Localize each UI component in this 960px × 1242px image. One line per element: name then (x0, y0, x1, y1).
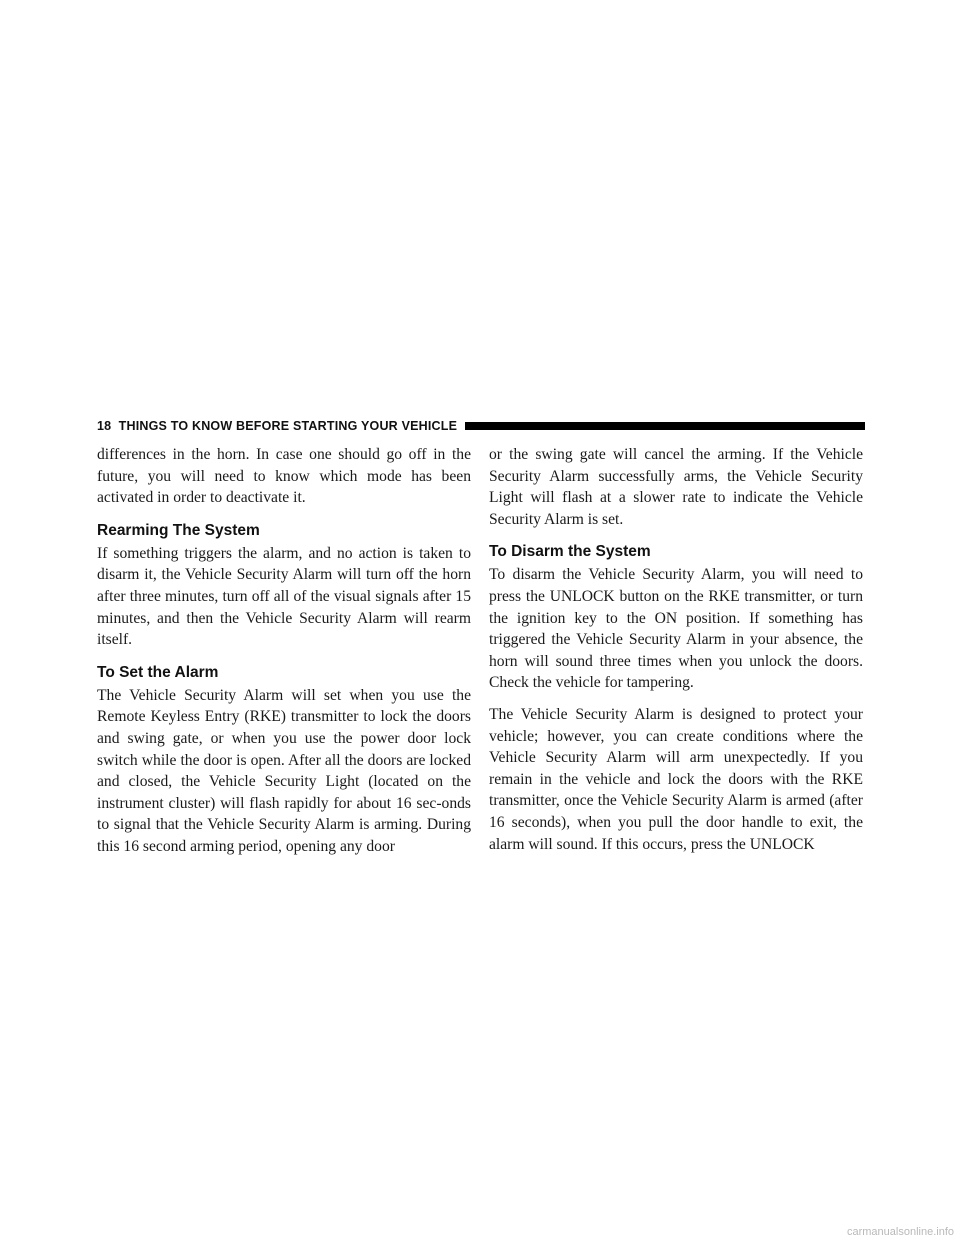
page-header (97, 417, 865, 435)
set-alarm-heading: To Set the Alarm (97, 663, 219, 681)
section-title: THINGS TO KNOW BEFORE STARTING YOUR VEHICLE (118, 419, 458, 433)
header-rule (465, 422, 865, 430)
right-column (489, 444, 863, 865)
left-column (97, 444, 471, 868)
disarm-paragraph: To disarm the Vehicle Security Alarm, you will need to press the UNLOCK button on the RKE transmitter, or turn the ignition key to the ON position. If something has triggered the Vehicle Security Alarm in your absence, the horn will sound three times when you unlock the doors. Check the vehicle for tampering. (489, 566, 863, 692)
design-paragraph: The Vehicle Security Alarm is designed to protect your vehicle; however, you can create conditions where the Vehicle Security Alarm will arm unexpectedly. If you remain in the vehicle and lock the doors with the RKE transmitter, once the Vehicle Security Alarm is armed (after 16 seconds), when you pull the door handle to exit, the alarm will sound. If this occurs, press the UNLOCK (489, 705, 863, 853)
header-text (97, 419, 457, 433)
disarm-heading: To Disarm the System (489, 543, 651, 561)
watermark: carmanualsonline.info (846, 1226, 954, 1238)
intro-paragraph: differences in the horn. In case one should go off in the future, you will need to know which mode has been activated in order to deactivate it. (97, 446, 471, 507)
rearm-heading: Rearming The System (97, 521, 260, 539)
rearm-paragraph: If something triggers the alarm, and no action is taken to disarm it, the Vehicle Security Alarm will turn off the horn after three minutes, turn off all of the visual signals after 15 minutes, and then the Vehicle Security Alarm will rearm itself. (97, 544, 471, 649)
set-alarm-paragraph: The Vehicle Security Alarm will set when you use the Remote Keyless Entry (RKE) transmitter to lock the doors and swing gate, or when you use the power door lock switch while the door is open. After all the doors are locked and closed, the Vehicle Security Light (located on the instrument cluster) will flash rapidly for about 16 sec-onds to signal that the Vehicle Security Alarm is arming. During this 16 second arming period, opening any door (97, 686, 471, 855)
continued-paragraph: or the swing gate will cancel the arming. If the Vehicle Security Alarm successfully arms, the Vehicle Security Light will flash at a slower rate to indicate the Vehicle Security Alarm is set. (489, 446, 863, 528)
page-number: 18 (97, 419, 112, 433)
